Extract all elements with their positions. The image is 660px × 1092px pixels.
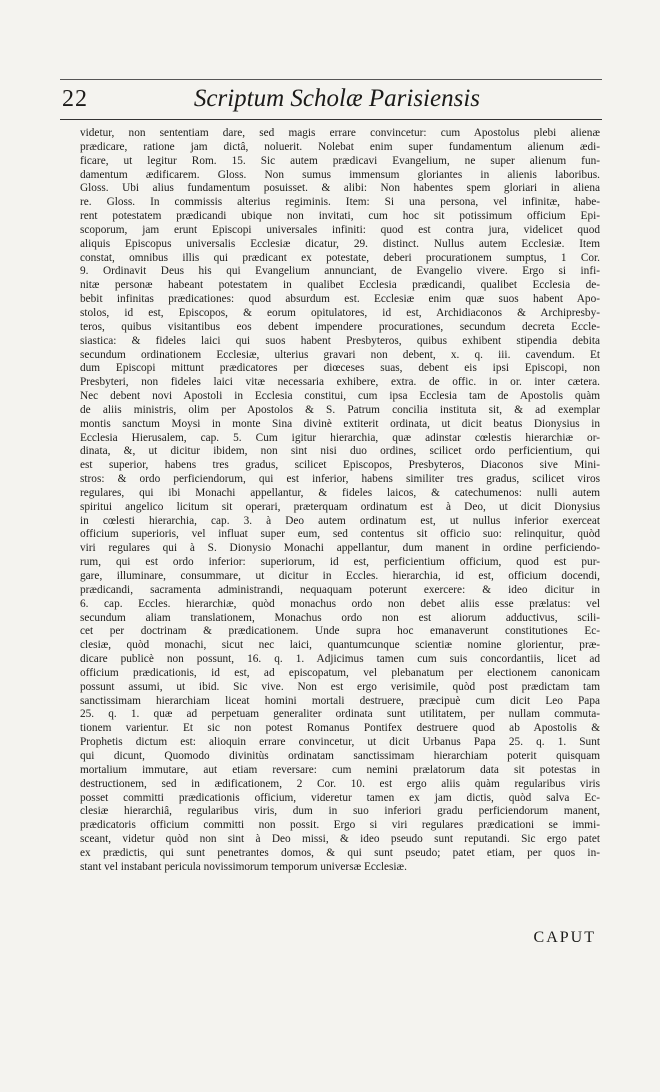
text-line: prædicatoris officium committi non possit. Ergo si viri regulares prædicationi se immi- — [80, 819, 600, 832]
text-line: dicare publicè non possunt, 16. q. 1. Adjicimus tamen cum suis concordantiis, licet ad — [80, 653, 600, 666]
text-line: prædicare, ratione jam dictâ, noluerit. Nolebat enim super fundamentum alienum ædi- — [80, 140, 600, 153]
text-line: Presbyteri, non fideles laici vitæ necessaria exhibere, extra. de offic. in or. inter cætera. — [80, 376, 600, 389]
top-rule — [60, 79, 602, 80]
text-line: 25. q. 1. quæ ad perpetuam generaliter ordinata sunt utilitatem, per nullam commuta- — [80, 708, 600, 721]
text-line: dum Episcopi mittunt prædicatores per diœceses suas, debent eis ipsi Episcopi, non — [80, 362, 600, 375]
text-line: 9. Ordinavit Deus his qui Evangelium annunciant, de Evangelio vivere. Ergo si infi- — [80, 265, 600, 278]
text-line: officium superioris, vel influat super eum, sed contentus sit officio suo: relinquitur, quòd — [80, 528, 600, 541]
page-number: 22 — [62, 86, 88, 112]
header-rule — [60, 119, 602, 120]
text-line: cet per doctrinam & prædicationem. Unde supra hoc emanaverunt constitutiones Ec- — [80, 625, 600, 638]
text-line: 6. cap. Eccles. hierarchiæ, quòd monachus ordo non debet aliis esse prælatus: vel — [80, 597, 600, 610]
text-line: stant vel instabant pericula novissimorum temporum universæ Ecclesiæ. — [80, 860, 407, 873]
text-line: bebit infinitas prædicationes: quod absurdum est. Ecclesiæ enim quæ suos habent Apo- — [80, 293, 600, 306]
text-line: Prophetis dictum est: alioquin errare convincetur, ut dicit Urbanus Papa 25. q. 1. Sunt — [80, 736, 600, 749]
text-line: stros: & ordo perficiendorum, qui est inferior, habens similiter tres gradus, scilicet viros — [80, 473, 600, 486]
text-line: rent potestatem prædicandi ubique non invitati, cum hoc sit potissimum officium Epi- — [80, 210, 600, 223]
text-line: tionem varientur. Et sic non potest Romanus Pontifex destruere quod ab Apostolis & — [80, 722, 600, 735]
text-line: qui dicunt, Quomodo divinitùs ordinatam sanctissimam hierarchiam poterit quisquam — [80, 749, 600, 762]
text-line: montis sanctum Moysi in monte Sina divinè extiterit ordinata, ut dicit beatus Dionysius in — [80, 417, 600, 430]
text-line: videtur, non sententiam dare, sed magis errare convincetur: cum Apostolus plebi alienæ — [80, 127, 600, 139]
text-line: aliquis Episcopus universalis Ecclesiæ dicatur, 29. distinct. Nullus autem Ecclesiæ. Item — [80, 237, 600, 250]
text-line: ex prædictis, qui sunt penetrantes domos, & qui sunt pseudo; patet etiam, per quos in- — [80, 846, 600, 859]
text-line: in cœlesti hierarchia, cap. 3. à Deo autem ordinatum est, ut nullus inferior exerceat — [80, 514, 600, 527]
text-line: regulares, qui ibi Monachi appellantur, & fideles laicos, & catechumenos: nulli autem — [80, 486, 600, 499]
text-line: gare, illuminare, consummare, ut dicitur in Eccles. hierarchia, id est, officium docendi, — [80, 570, 600, 582]
body-text — [80, 127, 600, 875]
text-line: de aliis ministris, olim per Apostolos & S. Patrum concilia instituta sit, & ad exemplar — [80, 403, 600, 416]
text-line: secundum ordinationem Ecclesiæ, ulterius gravari non debent, x. q. iii. cavendum. Et — [80, 348, 600, 361]
text-line: rum, qui est ordo inferior: superiorum, id est, perficientium officium, quod est pur- — [80, 556, 600, 569]
text-line: constat, omnibus illis qui prædicant ex potestate, deberi procurationem sumptus, 1 Cor. — [80, 251, 600, 264]
text-line: est superior, habens tres gradus, scilicet Episcopos, Presbyteros, Diaconos sive Mini- — [80, 459, 600, 472]
text-line: spiritui angelico licitum sit operari, præterquam ordinatum est à Deo, ut dicit Dionysius — [80, 500, 600, 513]
text-line: stolos, id est, Episcopos, & eorum opitulatores, id est, Archidiaconos & Archipresby- — [80, 306, 600, 319]
text-line: scoporum, jam erunt Episcopi universales infiniti: quod est contra jura, videlicet quod — [80, 223, 600, 236]
text-line: Nec debent novi Apostoli in Ecclesia constitui, cum ipsa Ecclesia tam de Apostolis quàm — [80, 390, 600, 403]
catchword: CAPUT — [533, 929, 596, 946]
text-line: damentum ædificarem. Gloss. Non sumus immensum gloriantes in alienis laboribus. — [80, 168, 600, 181]
text-line: nitæ personæ habeant potestatem in qualibet Ecclesia prædicandi, qualibet Ecclesia de- — [80, 279, 600, 292]
text-line: dinata, &, ut dicitur ibidem, non sint nisi duo ordines, scilicet ordo perficientium, qui — [80, 445, 600, 458]
text-line: posset committi prædicationis officium, videretur tamen ex jam dictis, quòd salva Ec- — [80, 791, 600, 804]
text-line: re. Gloss. In commissis alterius regiminis. Item: Si una persona, vel infinitæ, habe- — [80, 196, 600, 209]
text-line: teros, quibus visitantibus eos debent impendere procurationes, secundum decreta Eccle- — [80, 320, 600, 333]
text-line: sanctissimam hierarchiam liceat homini mortali destruere, præcipuè cum dicit Leo Papa — [80, 694, 600, 707]
text-line: ficare, ut legitur Rom. 15. Sic autem prædicavi Evangelium, ne super alienum fun- — [80, 154, 600, 167]
text-line: possunt assumi, ut ibid. Sic vive. Non est ergo verisimile, quòd post prædictam tam — [80, 680, 600, 693]
text-line: Ecclesia Hierusalem, cap. 5. Cum igitur hierarchia, quæ adinstar cœlestis hierarchiæ or- — [80, 431, 600, 444]
text-line: destructionem, sed in ædificationem, 2 Cor. 10. est ergo aliis quàm regularibus viris — [80, 777, 600, 790]
text-line: sceant, videtur quòd non sint à Deo missi, & ideo pseudo sunt reputandi. Sic ergo patet — [80, 833, 600, 846]
text-line: Gloss. Ubi alius fundamentum posuisset. & alibi: Non habentes spem gloriari in aliena — [80, 182, 600, 195]
text-line: clesiæ, quòd monachi, sicut nec laici, quantumcunque scientiæ nomine glorientur, præ- — [80, 639, 600, 652]
text-line: secundum aliam translationem, Monachus ordo non est aliorum adductivus, scili- — [80, 611, 600, 624]
text-line: siastica: & fideles laici qui suos habent Presbyteros, quibus exhibent stipendia debita — [80, 334, 600, 347]
text-line: officium prædicationis, id est, ad episcopatum, vel plebanatum per electionem canonicam — [80, 666, 600, 679]
text-line: viri regulares qui à S. Dionysio Monachi appellantur, dum manent in ordine perficiendo- — [80, 542, 600, 555]
text-line: prædicandi, sacramenta administrandi, nequaquam poterunt exercere: & ideo dicitur in — [80, 583, 600, 596]
text-line: mortalium immutare, aut etiam reversare: cum nemini prælatorum data sit potestas in — [80, 763, 600, 776]
text-line: clesiæ hierarchiâ, regularibus viris, dum in suo inferiori gradu perficiendorum manent, — [80, 805, 600, 818]
running-head: Scriptum Scholæ Parisiensis — [193, 85, 480, 112]
